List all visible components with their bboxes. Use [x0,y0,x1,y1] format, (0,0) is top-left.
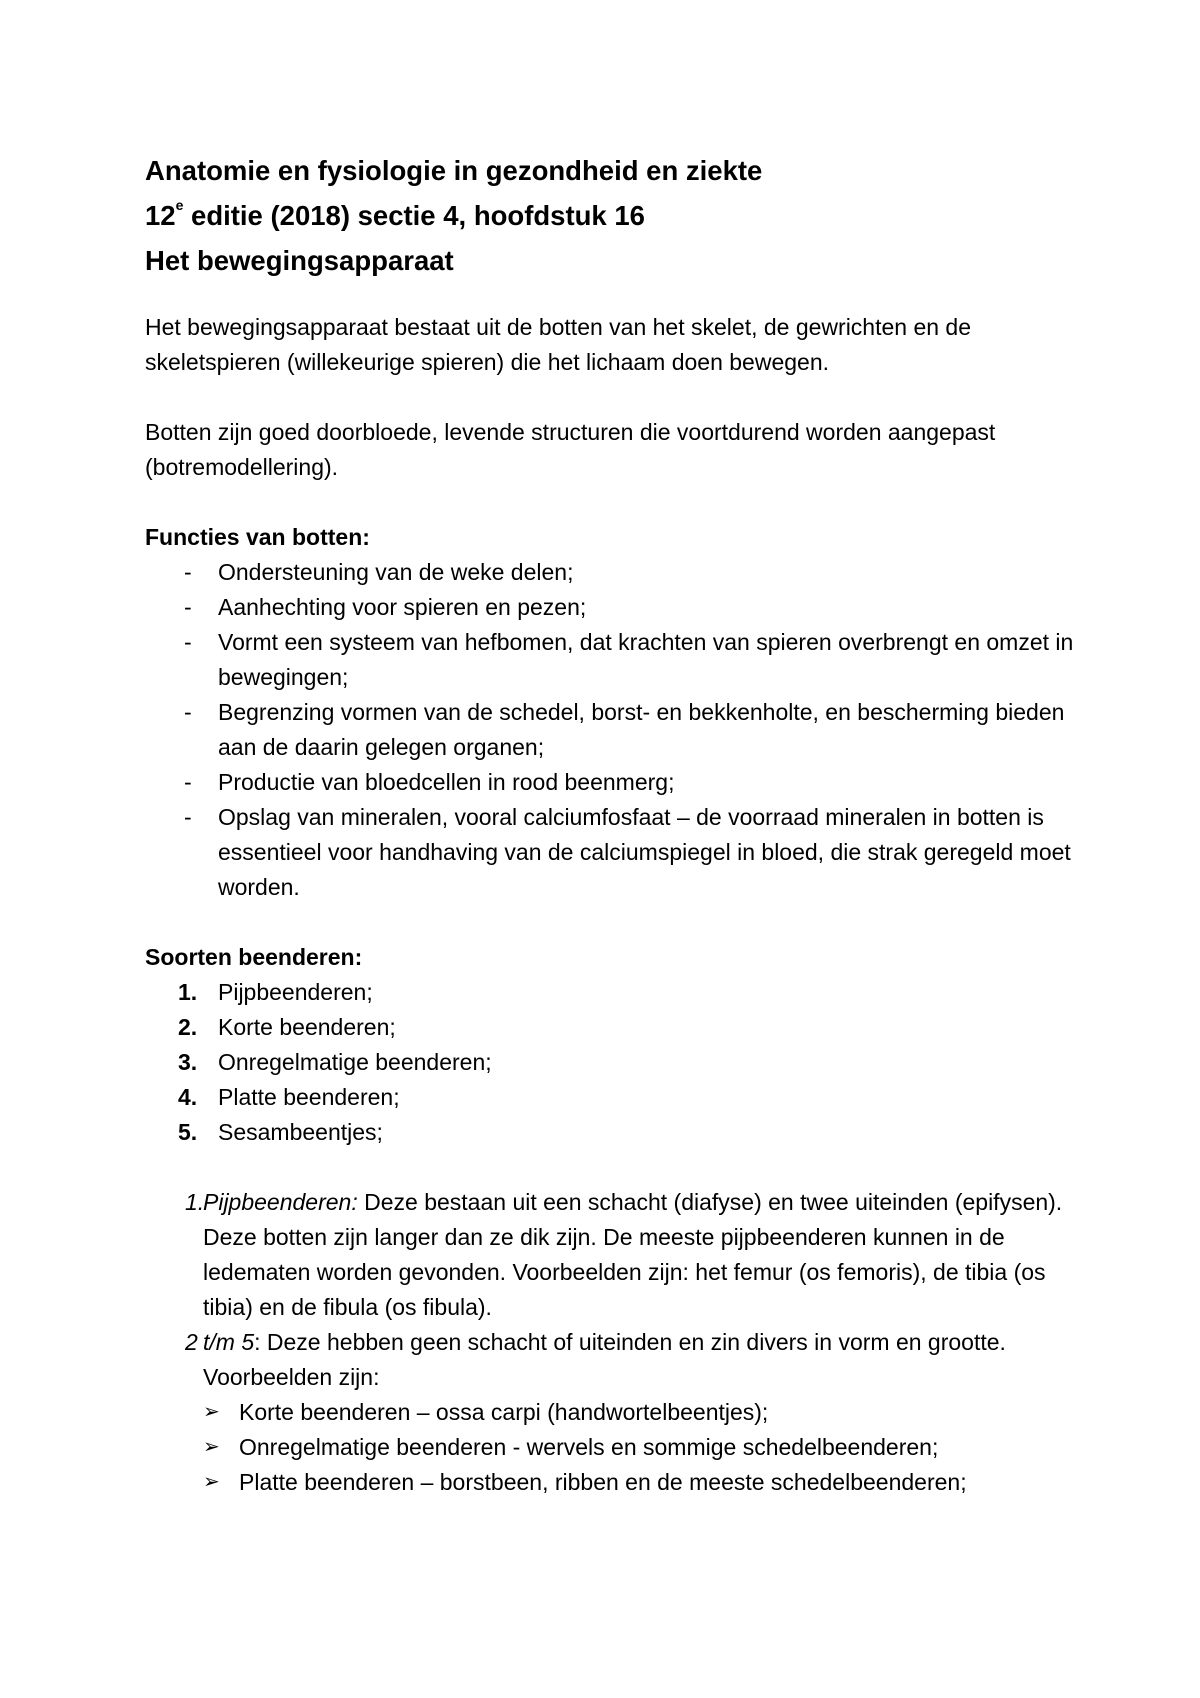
list-item-text: Korte beenderen; [218,1014,396,1040]
document-body [145,148,1080,1500]
spacer [145,1150,1080,1185]
list-item [145,765,1080,800]
bullet-dash: - [184,594,192,620]
arrow-bullet-icon: ➢ [203,1401,220,1423]
detail-number: 2 [185,1329,198,1355]
intro-paragraph: Het bewegingsapparaat bestaat uit de botten van het skelet, de gewrichten en de skeletspieren (willekeurige spieren) die het lichaam doen bewegen. [145,314,972,375]
detail-text: : Deze hebben geen schacht of uiteinden en zin divers in vorm en grootte. Voorbeelden zijn: [203,1329,1006,1390]
list-item [145,590,1080,625]
functions-heading: Functies van botten: [145,524,370,550]
list-item [145,1080,1080,1115]
list-item-text: Productie van bloedcellen in rood beenmerg; [218,769,675,795]
title-line-1-text: Anatomie en fysiologie in gezondheid en ziekte [145,155,763,186]
list-number: 1. [178,979,198,1005]
list-item-text: Onregelmatige beenderen - wervels en sommige schedelbeenderen; [239,1434,939,1460]
details-list [145,1185,1080,1500]
list-item [145,695,1080,765]
bullet-dash: - [184,559,192,585]
list-item-text: Opslag van mineralen, vooral calciumfosfaat – de voorraad mineralen in botten is essentieel voor handhaving van de calciumspiegel in bloed, die strak geregeld moet worden. [218,804,1071,900]
list-item [145,975,1080,1010]
edition-number: 12 [145,200,176,231]
list-item-text: Pijpbeenderen; [218,979,373,1005]
list-item [145,625,1080,695]
list-number: 5. [178,1119,198,1145]
spacer [145,380,1080,415]
detail-label: Pijpbeenderen: [203,1189,358,1215]
list-item-text: Platte beenderen; [218,1084,400,1110]
list-item-text: Sesambeentjes; [218,1119,383,1145]
detail-label: t/m 5 [203,1329,255,1355]
list-item [145,1010,1080,1045]
list-item [145,800,1080,905]
list-item [145,1115,1080,1150]
functions-list [145,555,1080,905]
list-item-text: Begrenzing vormen van de schedel, borst- en bekkenholte, en bescherming bieden aan de daarin gelegen organen; [218,699,1065,760]
arrow-bullet-icon: ➢ [203,1471,220,1493]
spacer [145,905,1080,940]
list-item [145,1045,1080,1080]
detail-item-other-types [145,1325,1080,1500]
bullet-dash: - [184,769,192,795]
list-item-text: Onregelmatige beenderen; [218,1049,492,1075]
list-item-text: Ondersteuning van de weke delen; [218,559,574,585]
list-item [203,1430,1080,1465]
bullet-dash: - [184,804,192,830]
list-item [203,1465,1080,1500]
detail-item-pijpbeenderen [145,1185,1080,1325]
title-line-1 [145,148,1080,193]
title-line-3 [145,238,1080,283]
examples-list [203,1395,1080,1500]
bullet-dash: - [184,629,192,655]
spacer [145,485,1080,520]
types-list [145,975,1080,1150]
title-line-3-text: Het bewegingsapparaat [145,245,454,276]
list-item [145,555,1080,590]
list-item-text: Korte beenderen – ossa carpi (handwortelbeentjes); [239,1399,769,1425]
list-item-text: Platte beenderen – borstbeen, ribben en de meeste schedelbeenderen; [239,1469,967,1495]
types-heading: Soorten beenderen: [145,944,363,970]
arrow-bullet-icon: ➢ [203,1436,220,1458]
list-item [203,1395,1080,1430]
edition-superscript: e [175,196,184,213]
detail-text: Deze bestaan uit een schacht (diafyse) en twee uiteinden (epifysen). Deze botten zijn langer dan ze dik zijn. De meeste pijpbeenderen kunnen in de ledematen worden gevonden. Voorbeelden zijn: het femur (os femoris), de tibia (os tibia) en de fibula (os fibula). [203,1189,1063,1320]
title-line-2 [145,193,1080,238]
list-number: 3. [178,1049,198,1075]
bones-paragraph: Botten zijn goed doorbloede, levende structuren die voortdurend worden aangepast (botremodellering). [145,419,996,480]
list-item-text: Vormt een systeem van hefbomen, dat krachten van spieren overbrengt en omzet in bewegingen; [218,629,1074,690]
spacer [145,283,1080,310]
list-item-text: Aanhechting voor spieren en pezen; [218,594,587,620]
list-number: 4. [178,1084,198,1110]
title-line-2-text: editie (2018) sectie 4, hoofdstuk 16 [183,200,645,231]
detail-number: 1. [185,1189,205,1215]
bullet-dash: - [184,699,192,725]
list-number: 2. [178,1014,198,1040]
